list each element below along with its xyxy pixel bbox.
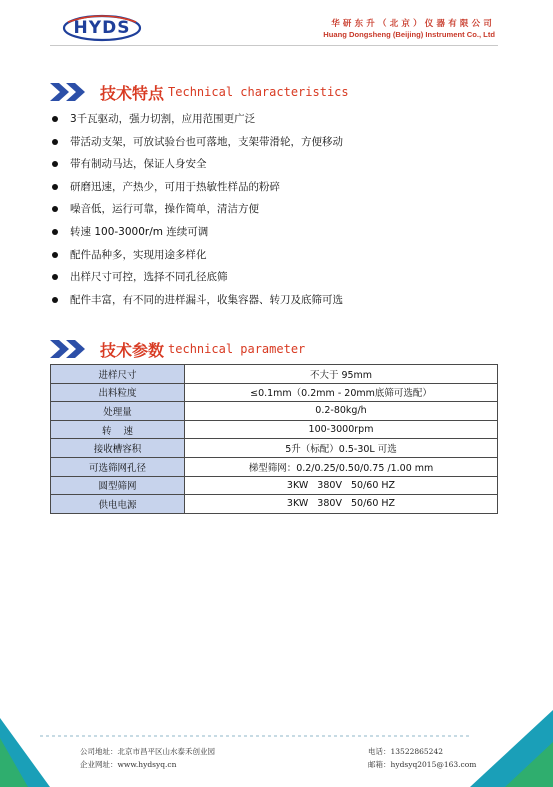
features-title-cn: 技术特点 [100,83,165,103]
feature-item: 转速 100-3000r/m 连续可调 [50,221,500,244]
param-name: 转 速 [51,420,185,439]
feature-item: 带活动支架，可放试验台也可落地，支架带滑轮，方便移动 [50,131,500,154]
param-value: 100-3000rpm [185,420,498,439]
param-value: ≤0.1mm（0.2mm - 20mm底筛可选配） [185,383,498,402]
param-name: 处理量 [51,402,185,421]
param-value: 梯型筛网：0.2/0.25/0.50/0.75 /1.00 mm [185,457,498,476]
footer-phone: 电话：13522865242 [368,747,443,756]
feature-item: 配件品种多，实现用途多样化 [50,244,500,267]
feature-item: 出样尺寸可控，选择不同孔径底筛 [50,266,500,289]
param-name: 接收槽容积 [51,439,185,458]
feature-item: 配件丰富，有不同的进样漏斗，收集容器、转刀及底筛可选 [50,289,500,312]
param-name: 进样尺寸 [51,365,185,384]
param-value: 3KW 380V 50/60 HZ [185,495,498,514]
feature-item: 带有制动马达，保证人身安全 [50,153,500,176]
param-name: 可选筛网孔径 [51,457,185,476]
feature-item: 3千瓦驱动，强力切割，应用范围更广泛 [50,108,500,131]
logo-text: HYDS [73,18,131,38]
company-name-en: Huang Dongsheng (Beijing) Instrument Co., Ltd [323,30,495,39]
footer-address: 公司地址：北京市昌平区山水泰禾创业园 [80,747,215,756]
param-name: 圆型筛网 [51,476,185,495]
features-title-en: Technical characteristics [168,85,349,99]
company-name-cn: 华研东升（北京）仪器有限公司 [331,19,495,29]
param-name: 出料粒度 [51,383,185,402]
param-value: 3KW 380V 50/60 HZ [185,476,498,495]
param-value: 0.2-80kg/h [185,402,498,421]
param-value: 5升（标配）0.5-30L 可选 [185,439,498,458]
feature-item: 研磨迅速，产热少，可用于热敏性样品的粉碎 [50,176,500,199]
params-title-cn: 技术参数 [100,340,165,360]
param-value: 不大于 95mm [185,365,498,384]
feature-item: 噪音低，运行可靠，操作简单，清洁方便 [50,198,500,221]
param-name: 供电电源 [51,495,185,514]
footer-email[interactable]: 邮箱：hydsyq2015@163.com [368,760,477,769]
footer-website[interactable]: 企业网址：www.hydsyq.cn [80,760,177,769]
params-title-en: technical parameter [168,342,306,356]
